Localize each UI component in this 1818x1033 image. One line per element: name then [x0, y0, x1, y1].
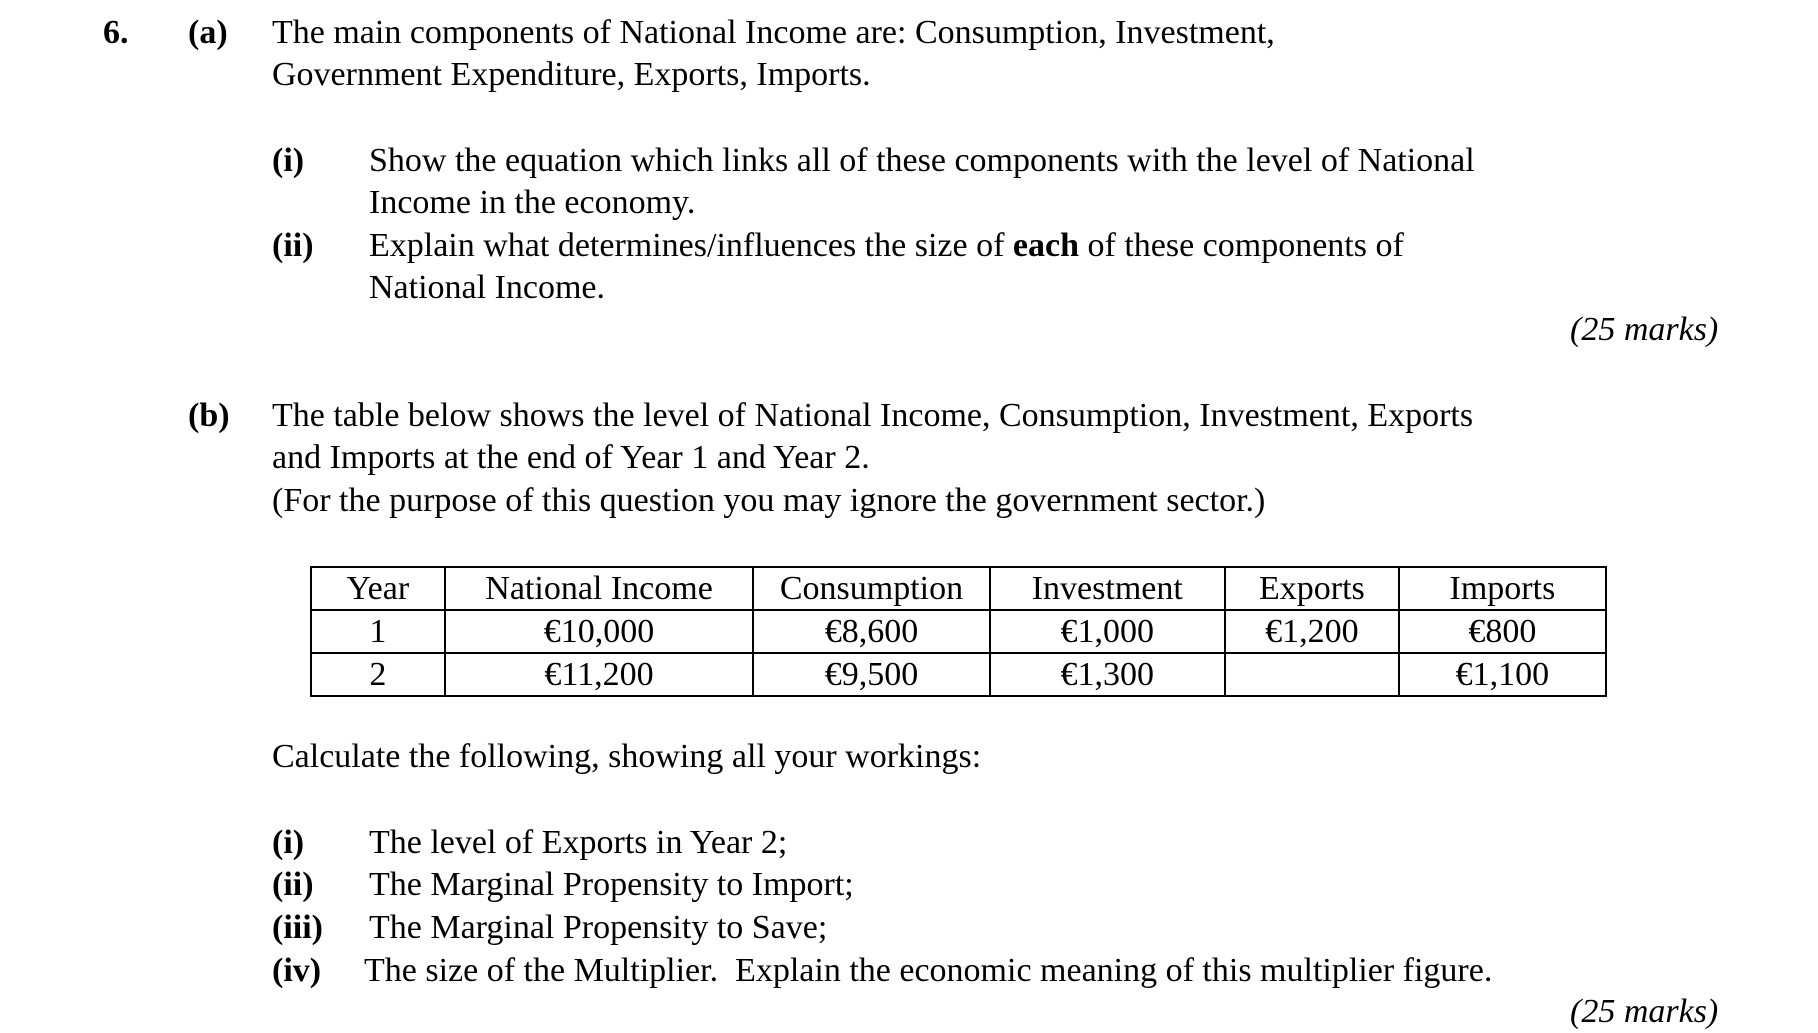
- part-b-item-iii-label: (iii): [272, 909, 323, 946]
- table-cell: €1,000: [990, 610, 1225, 653]
- table-header-row: [311, 567, 1606, 610]
- table-cell: €9,500: [753, 653, 989, 696]
- part-b-label: (b): [188, 397, 230, 434]
- part-b-item-iv-text: The size of the Multiplier. Explain the economic meaning of this multiplier figure.: [364, 952, 1493, 989]
- part-b-intro-line3: (For the purpose of this question you may ignore the government sector.): [272, 482, 1266, 519]
- table-header-cell: Imports: [1399, 567, 1606, 610]
- part-b-item-iii-text: The Marginal Propensity to Save;: [369, 909, 828, 946]
- part-a-item-ii-text-pre: Explain what determines/influences the size of: [369, 227, 1013, 264]
- table-header-cell: Investment: [990, 567, 1225, 610]
- table-row: [311, 610, 1606, 653]
- part-a-item-i-line2: Income in the economy.: [369, 184, 696, 221]
- table-cell: 1: [311, 610, 445, 653]
- question-number: 6.: [103, 14, 129, 51]
- table-cell: €1,100: [1399, 653, 1606, 696]
- table-cell: €800: [1399, 610, 1606, 653]
- table-header-cell: Year: [311, 567, 445, 610]
- part-b-item-ii-label: (ii): [272, 866, 314, 903]
- part-a-item-ii-text-post: of these components of: [1079, 227, 1404, 264]
- table-cell: €11,200: [445, 653, 754, 696]
- table-header-cell: Exports: [1225, 567, 1399, 610]
- part-a-intro-line1: The main components of National Income are: Consumption, Investment,: [272, 14, 1275, 51]
- table-cell: €10,000: [445, 610, 754, 653]
- part-a-item-ii-line2: National Income.: [369, 269, 606, 306]
- part-b-intro-line1: The table below shows the level of National Income, Consumption, Investment, Exports: [272, 397, 1474, 434]
- part-a-item-ii-line1: [369, 225, 1404, 267]
- table-cell-empty: [1225, 653, 1399, 696]
- part-b-item-i-text: The level of Exports in Year 2;: [369, 824, 788, 861]
- part-b-item-i-label: (i): [272, 824, 305, 861]
- table-row: [311, 653, 1606, 696]
- table-header-cell: Consumption: [753, 567, 989, 610]
- part-b-marks: (25 marks): [1570, 993, 1719, 1030]
- table-cell: €1,300: [990, 653, 1225, 696]
- part-b-item-ii-text: The Marginal Propensity to Import;: [369, 866, 854, 903]
- part-b-intro-line2: and Imports at the end of Year 1 and Year 2.: [272, 439, 870, 476]
- part-a-intro-line2: Government Expenditure, Exports, Imports.: [272, 56, 871, 93]
- part-a-label: (a): [188, 14, 228, 51]
- part-a-marks: (25 marks): [1570, 311, 1719, 348]
- table-cell: €8,600: [753, 610, 989, 653]
- national-income-table: [310, 566, 1607, 697]
- table-header-cell: National Income: [445, 567, 754, 610]
- part-b-instruction: Calculate the following, showing all your workings:: [272, 738, 982, 775]
- part-a-item-ii-label: (ii): [272, 227, 314, 264]
- table-cell: 2: [311, 653, 445, 696]
- part-a-item-i-label: (i): [272, 142, 305, 179]
- table-cell: €1,200: [1225, 610, 1399, 653]
- part-b-item-iv-label: (iv): [272, 952, 322, 989]
- part-a-item-ii-emphasis: each: [1012, 227, 1079, 264]
- part-a-item-i-line1: Show the equation which links all of these components with the level of National: [369, 142, 1475, 179]
